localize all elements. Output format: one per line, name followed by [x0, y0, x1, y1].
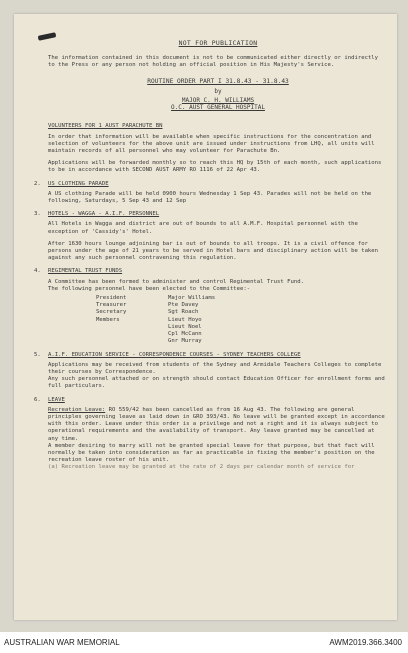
- section-number: 3.: [34, 211, 41, 218]
- section-1: [48, 123, 388, 174]
- intro-paragraph: The information contained in this document is not to be communicated either directly or indirectly to the Press or any person not holding an official position in His Majesty's Service.: [48, 55, 379, 69]
- order-rank: O.C. AUST GENERAL HOSPITAL: [171, 104, 265, 112]
- order-title: ROUTINE ORDER PART I 31.8.43 - 31.8.43: [147, 77, 289, 85]
- section-5: [34, 351, 388, 391]
- committee-name: Pte Davey: [168, 302, 199, 309]
- security-notice: NOT FOR PUBLICATION: [178, 39, 258, 47]
- document-body: [34, 39, 388, 478]
- document-page: [14, 14, 397, 620]
- section-heading: A.I.F. EDUCATION SERVICE - CORRESPONDENCE COURSES - SYDNEY TEACHERS COLLEGE: [48, 351, 301, 358]
- section-3: [34, 211, 388, 262]
- committee-name: Major Williams: [168, 295, 216, 302]
- order-signatory: MAJOR C. H. WILLIAMS: [181, 97, 255, 105]
- section-paragraph: A US clothing Parade will be held 0900 hours Wednesday 1 Sep 43. Parades will not be held on the following, Saturdays, 5 Sep 43 and 12 Sep: [48, 190, 372, 205]
- committee-role: Members: [96, 316, 120, 323]
- section-6: [34, 396, 388, 472]
- committee-role: [96, 338, 168, 345]
- section-heading: LEAVE: [48, 396, 65, 403]
- section-number: 2.: [34, 180, 41, 187]
- section-heading: HOTELS - WAGGA - A.I.F. PERSONNEL: [48, 211, 160, 218]
- committee-row: [96, 302, 388, 309]
- section-heading: REGIMENTAL TRUST FUNDS: [48, 268, 123, 275]
- section-2: [34, 180, 388, 206]
- committee-role: Secretary: [96, 309, 127, 316]
- section-number: 6.: [34, 396, 41, 403]
- committee-name: Lieut Hoyo: [168, 316, 202, 323]
- section-number: 5.: [34, 351, 41, 358]
- committee-row: [96, 338, 388, 345]
- archive-accession-number: AWM2019.366.3400: [329, 638, 402, 647]
- committee-row: [96, 309, 388, 316]
- section-subheading: Recreation Leave:: [48, 406, 106, 413]
- section-paragraph: All Hotels in Wagga and district are out of bounds to all A.M.F. Hospital personnel with the exception of 'Cassidy's' Hotel.: [48, 221, 358, 235]
- section-paragraph: After 1630 hours lounge adjoining bar is out of bounds to all troops. It is a civil offence for persons under the age of 21 years to be served in Hotel bars and disciplinary action will be taken against any such personnel contravening this regulation.: [48, 240, 379, 262]
- section-paragraph: Applications will be forwarded monthly so to reach this HQ by 15th of each month, such applications to be in accordance with SECOND AUST ARMY RO 1116 of 22 Apr 43.: [48, 160, 382, 174]
- section-4: [34, 268, 388, 345]
- committee-role: Treasurer: [96, 302, 127, 309]
- committee-row: [96, 295, 388, 302]
- committee-name: Sgt Roach: [168, 309, 199, 316]
- order-by: by: [214, 87, 222, 95]
- section-paragraph: Applications may be received from students of the Sydney and Armidale Teachers Colleges to complete their courses by Correspondence.: [48, 361, 382, 375]
- committee-list: [96, 295, 388, 345]
- section-paragraph: [48, 407, 388, 443]
- archive-name: AUSTRALIAN WAR MEMORIAL: [4, 638, 120, 647]
- section-heading: VOLUNTEERS FOR 1 AUST PARACHUTE BN: [48, 123, 163, 130]
- section-paragraph: A Committee has been formed to administer and control Regimental Trust Fund.: [48, 278, 304, 285]
- section-number: 4.: [34, 268, 41, 275]
- section-heading: US CLOTHING PARADE: [48, 180, 109, 187]
- committee-row: [96, 324, 388, 331]
- committee-name: Cpl McCann: [168, 331, 202, 338]
- section-paragraph-text: RO 559/42 has been cancelled as from 16 Aug 43. The following are general principles governing leave as laid down in GRO 393/43. No leave will be granted except in accordance with this order. Leave under this order is a privilege and not a right and it is always subject to operational requirements and the availability of transport. Any leave granted may be cancelled at any time.: [48, 406, 385, 442]
- committee-role: [96, 331, 168, 338]
- section-paragraph: The following personnel have been elected to the Committee:-: [48, 285, 251, 292]
- section-paragraph: In order that information will be available when specific instructions for the concentration and selection of volunteers for the above unit are issued under instructions from LHQ, all units will maintain records of all personnel who may volunteer for Parachute Bn.: [48, 133, 375, 155]
- section-paragraph: (a) Recreation leave may be granted at the rate of 2 days per calendar month of service for: [48, 464, 355, 471]
- archive-footer: [0, 634, 408, 653]
- section-paragraph: A member desiring to marry will not be granted special leave for that purpose, but that fact will normally be taken into consideration as far as practicable in fixing the member's position on the recreation leave roster of his unit.: [48, 442, 375, 464]
- committee-name: Gnr Murray: [168, 338, 202, 345]
- section-paragraph: Any such personnel attached or on strength should contact Education Officer for enrollment forms and full particulars.: [48, 376, 385, 390]
- committee-role: [96, 324, 168, 331]
- committee-row: [96, 317, 388, 324]
- committee-name: Lieut Noel: [168, 323, 202, 330]
- committee-role: President: [96, 295, 127, 302]
- committee-row: [96, 331, 388, 338]
